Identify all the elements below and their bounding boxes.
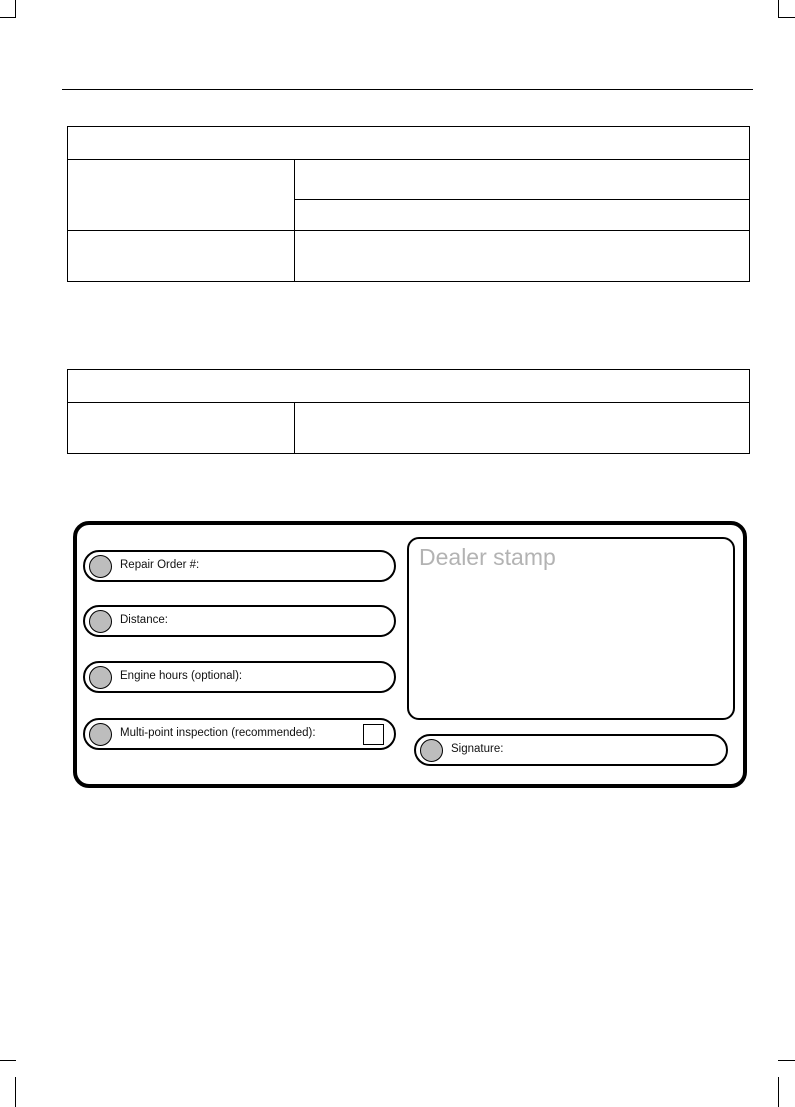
table-1-row-3-value-cell[interactable] (295, 231, 750, 282)
inspection-checkbox[interactable] (363, 724, 384, 745)
engine-hours-field[interactable] (83, 661, 396, 693)
signature-field[interactable] (414, 734, 728, 766)
signature-label: Signature: (451, 743, 504, 755)
engine-hours-label: Engine hours (optional): (120, 670, 243, 682)
table-1-row-1-value-cell[interactable] (295, 160, 750, 200)
table-2-row-1-label-cell[interactable] (68, 403, 295, 454)
crop-mark-top-left-h (0, 17, 16, 18)
crop-mark-bottom-right-h (778, 1060, 795, 1061)
table-1-header-cell[interactable] (68, 127, 750, 160)
repair-order-field[interactable] (83, 550, 396, 582)
table-2-header-cell[interactable] (68, 370, 750, 403)
repair-order-label: Repair Order #: (120, 559, 200, 571)
table-2-row-1-value-cell[interactable] (295, 403, 750, 454)
table-1-row-2-value-cell[interactable] (295, 200, 750, 231)
distance-field[interactable] (83, 605, 396, 637)
crop-mark-top-right (778, 0, 779, 18)
header-rule (62, 89, 753, 90)
crop-mark-bottom-right (778, 1077, 779, 1107)
maintenance-table-1 (67, 126, 750, 282)
crop-mark-bottom-left (15, 1077, 16, 1107)
table-1-row-1-label-cell[interactable] (68, 160, 295, 231)
bullet-circle-icon (89, 666, 112, 689)
bullet-circle-icon (420, 739, 443, 762)
dealer-stamp-box[interactable] (407, 537, 735, 720)
multi-point-inspection-field[interactable] (83, 718, 396, 750)
bullet-circle-icon (89, 723, 112, 746)
crop-mark-top-right-h (778, 17, 795, 18)
maintenance-table-2 (67, 369, 750, 454)
multi-point-inspection-label: Multi-point inspection (recommended): (120, 727, 316, 739)
service-record-card (73, 521, 747, 788)
bullet-circle-icon (89, 555, 112, 578)
crop-mark-top-left (15, 0, 16, 18)
table-1-row-3-label-cell[interactable] (68, 231, 295, 282)
bullet-circle-icon (89, 610, 112, 633)
distance-label: Distance: (120, 614, 168, 626)
dealer-stamp-label: Dealer stamp (419, 544, 556, 570)
crop-mark-bottom-left-h (0, 1060, 16, 1061)
